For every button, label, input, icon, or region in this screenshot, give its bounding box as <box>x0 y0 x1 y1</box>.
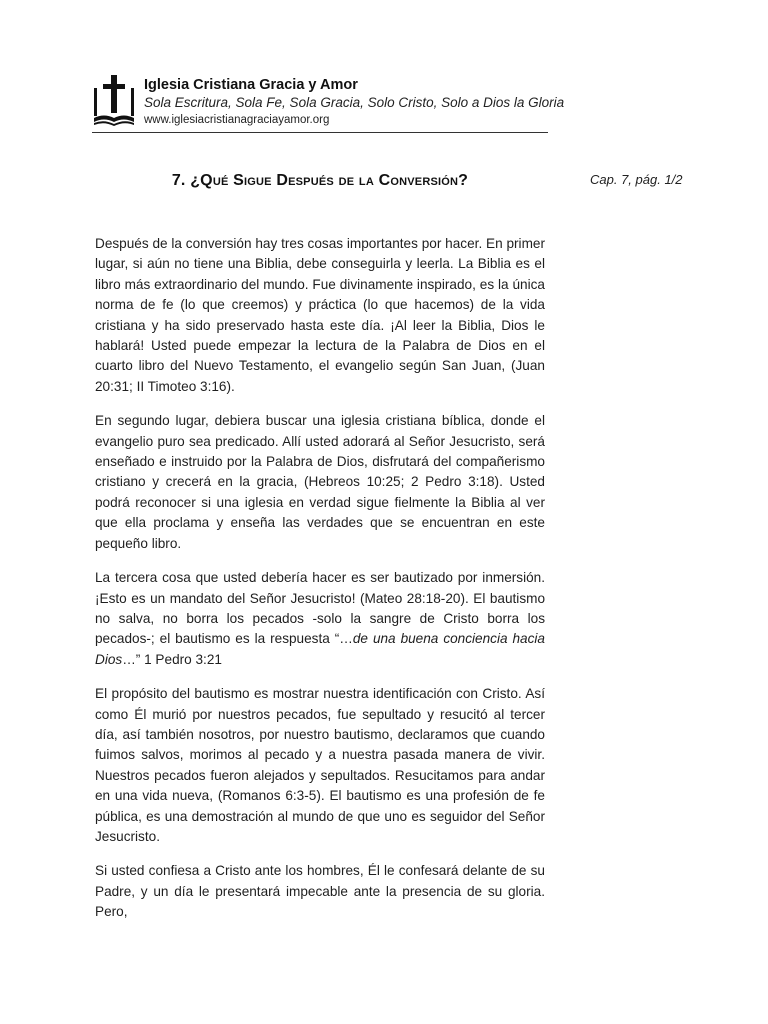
body-text <box>95 234 545 937</box>
header-divider <box>92 132 548 133</box>
page-reference: Cap. 7, pág. 1/2 <box>590 172 683 187</box>
paragraph-baptism-reference: …” 1 Pedro 3:21 <box>122 651 222 667</box>
paragraph-purpose: El propósito del bautismo es mostrar nuestra identificación con Cristo. Así como Él murió por nuestros pecados, fue sepultado y resucitó al tercer día, así también nosotros, por nuestro bautismo, declaramos que cuando fuimos salvos, morimos al pecado y a nuestra pasada manera de vivir. Nuestros pecados fueron alejados y sepultados. Resucitamos para andar en una vida nueva, (Romanos 6:3-5). El bautismo es una profesión de fe pública, es una demostración al mundo de que uno es seguidor del Señor Jesucristo. <box>95 686 545 844</box>
website-url[interactable]: www.iglesiacristianagraciayamor.org <box>144 114 330 126</box>
organization-motto: Sola Escritura, Sola Fe, Sola Gracia, Solo Cristo, Solo a Dios la Gloria <box>144 95 565 110</box>
paragraph-bible: Después de la conversión hay tres cosas importantes por hacer. En primer lugar, si aún no tiene una Biblia, debe conseguirla y leerla. La Biblia es el libro más extraordinario del mundo. Fue divinamente inspirado, es la única norma de fe (lo que creemos) y práctica (lo que hacemos) de la vida cristiana y ha sido preservado hasta este día. ¡Al leer la Biblia, Dios le hablará! Usted puede empezar la lectura de la Palabra de Dios en el cuarto libro del Nuevo Testamento, el evangelio según San Juan, (Juan 20:31; II Timoteo 3:16). <box>95 236 545 394</box>
paragraph-baptism <box>95 568 545 670</box>
paragraph-church: En segundo lugar, debiera buscar una iglesia cristiana bíblica, donde el evangelio puro sea predicado. Allí usted adorará al Señor Jesucristo, será enseñado e instruido por la Palabra de Dios, disfrutará del compañerismo cristiano y crecerá en la gracia, (Hebreos 10:25; 2 Pedro 3:18). Usted podrá reconocer si una iglesia en verdad sigue fielmente la Biblia al ver que ella proclama y enseña las verdades que se encuentran en este pequeño libro. <box>95 413 545 551</box>
chapter-title: 7. ¿Qué Sigue Después de la Conversión? <box>171 172 469 189</box>
organization-name: Iglesia Cristiana Gracia y Amor <box>144 77 358 93</box>
document-header <box>92 74 565 132</box>
paragraph-baptism-text: La tercera cosa que usted debería hacer es ser bautizado por inmersión. ¡Esto es un mandato del Señor Jesucristo! (Mateo 28:18-20). El bautismo no salva, no borra los pecados -solo la sangre de Cristo borra los pecados-; el bautismo es la respuesta “… <box>95 570 545 647</box>
cross-bible-icon <box>92 74 136 128</box>
paragraph-confession: Si usted confiesa a Cristo ante los hombres, Él le confesará delante de su Padre, y un día le presentará impecable ante la presencia de su gloria. Pero, <box>95 863 545 920</box>
paragraph-baptism-quote: de una buena conciencia hacia Dios <box>95 631 545 667</box>
